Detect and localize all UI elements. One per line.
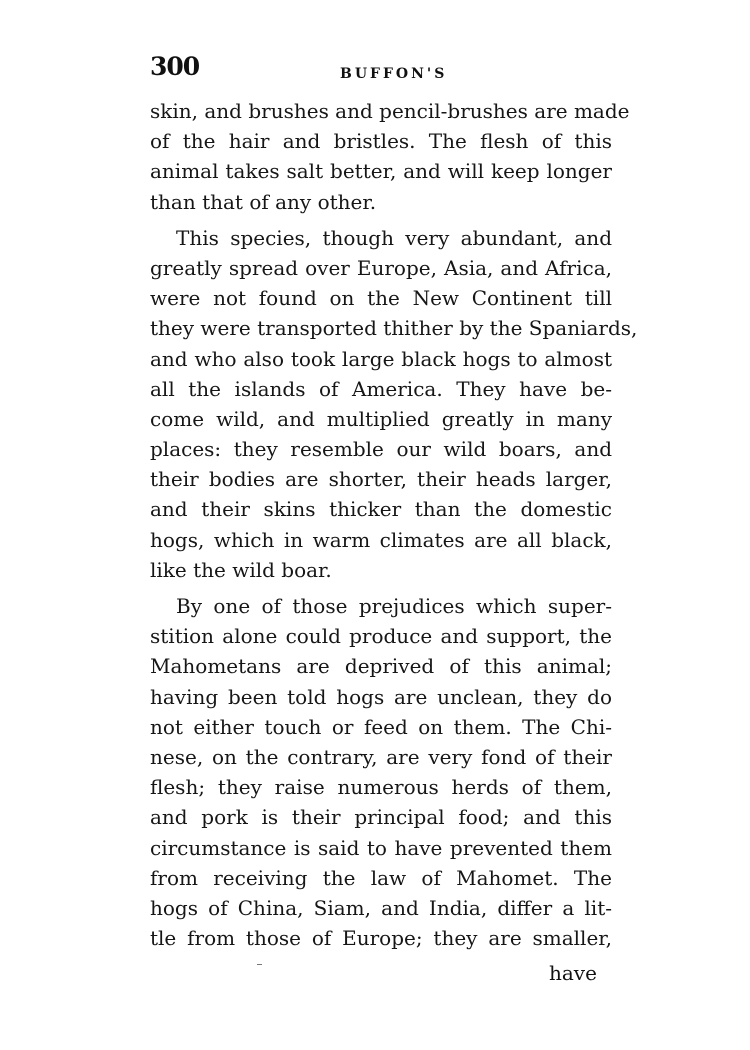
paragraph (150, 591, 612, 953)
paragraph (150, 96, 630, 217)
text-line: of the hair and bristles. The flesh of this (150, 129, 612, 154)
text-line: places: they resemble our wild boars, and (150, 437, 612, 462)
text-line: they were transported thither by the Spaniards, (150, 316, 638, 341)
text-line: and pork is their principal food; and this (150, 805, 612, 830)
text-line: Mahometans are deprived of this animal; (150, 654, 612, 679)
text-line: and their skins thicker than the domestic (150, 497, 612, 522)
page-number: 300 (150, 52, 200, 81)
text-line: all the islands of America. They have be- (150, 376, 612, 401)
text-line: not either touch or feed on them. The Chi- (150, 714, 612, 739)
text-line: hogs, which in warm climates are all black, (150, 527, 612, 552)
text-line: nese, on the contrary, are very fond of their (150, 744, 612, 769)
text-line: tle from those of Europe; they are smaller, (150, 926, 612, 951)
running-head: BUFFON'S (340, 66, 448, 82)
print-speck (257, 964, 262, 965)
text-line: circumstance is said to have prevented them (150, 835, 612, 860)
paragraph (150, 223, 638, 585)
text-line: their bodies are shorter, their heads larger, (150, 467, 612, 492)
text-line: greatly spread over Europe, Asia, and Africa, (150, 255, 612, 280)
text-line: stition alone could produce and support, the (150, 624, 612, 649)
text-line: come wild, and multiplied greatly in many (150, 406, 612, 431)
text-line: having been told hogs are unclean, they do (150, 684, 612, 709)
text-line: skin, and brushes and pencil-brushes are made (150, 99, 630, 123)
text-line: than that of any other. (150, 189, 377, 214)
text-line: flesh; they raise numerous herds of them, (150, 775, 612, 800)
text-line: By one of those prejudices which super- (176, 594, 612, 618)
text-line: like the wild boar. (150, 557, 332, 582)
catchword: have (549, 961, 597, 985)
text-line: and who also took large black hogs to almost (150, 346, 612, 371)
text-line: hogs of China, Siam, and India, differ a lit- (150, 895, 612, 920)
text-line: This species, though very abundant, and (176, 225, 612, 250)
body-text (150, 96, 638, 953)
text-line: from receiving the law of Mahomet. The (150, 865, 612, 890)
text-line: were not found on the New Continent till (150, 286, 612, 311)
text-line: animal takes salt better, and will keep longer (150, 159, 612, 184)
